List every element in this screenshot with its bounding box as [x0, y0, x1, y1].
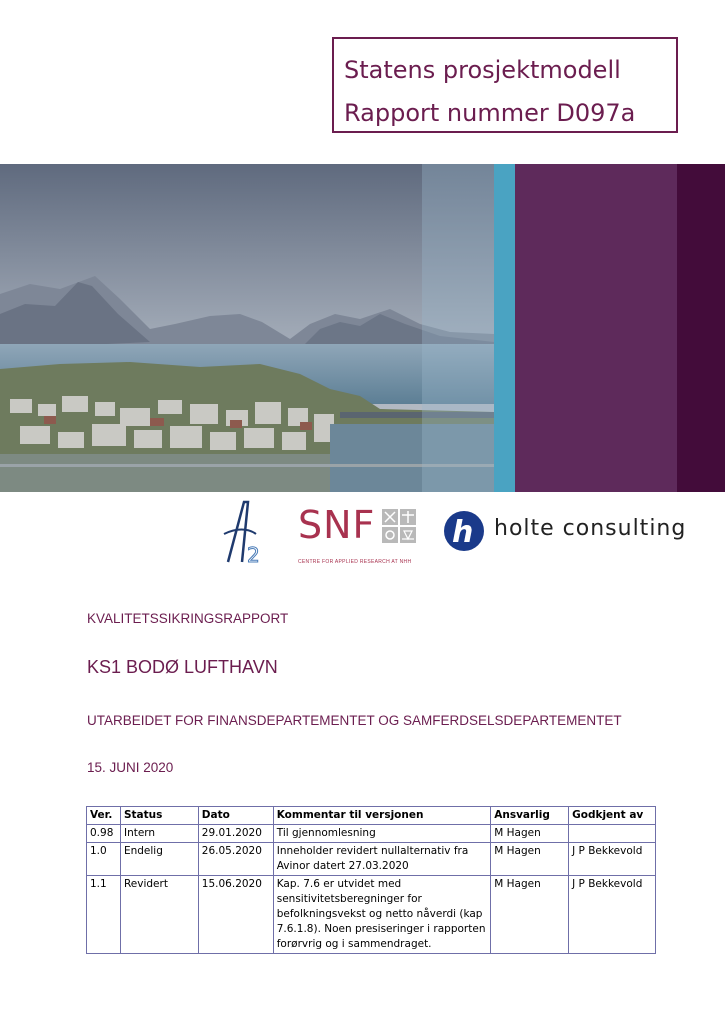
table-row [87, 825, 656, 843]
cell-approved-by [569, 825, 656, 843]
column-header-comment: Kommentar til versjonen [273, 807, 490, 825]
cover-banner [0, 164, 725, 492]
prepared-for: UTARBEIDET FOR FINANSDEPARTEMENTET OG SAMFERDSELSDEPARTEMENTET [87, 713, 622, 728]
report-type: KVALITETSSIKRINGSRAPPORT [87, 611, 289, 626]
coastal-town-with-mountains-photo [0, 164, 494, 492]
cell-responsible: M Hagen [491, 825, 569, 843]
table-row [87, 843, 656, 876]
column-header-responsible: Ansvarlig [491, 807, 569, 825]
report-number-box [332, 37, 678, 133]
column-header-date: Dato [198, 807, 273, 825]
cell-comment: Kap. 7.6 er utvidet med sensitivitetsberegninger for befolkningsvekst og netto nåverdi (kap 7.6.1.8). Noen presiseringer i rapporten forørvrig og i sammendraget. [273, 876, 490, 954]
cell-version: 1.1 [87, 876, 121, 954]
cell-responsible: M Hagen [491, 876, 569, 954]
series-title: Statens prosjektmodell [344, 56, 621, 84]
cell-date: 26.05.2020 [198, 843, 273, 876]
cell-status: Endelig [120, 843, 198, 876]
column-header-version: Ver. [87, 807, 121, 825]
column-header-approved-by: Godkjent av [569, 807, 656, 825]
cell-date: 29.01.2020 [198, 825, 273, 843]
a2-logo [222, 498, 268, 566]
cell-comment: Til gjennomlesning [273, 825, 490, 843]
cell-approved-by: J P Bekkevold [569, 843, 656, 876]
purple-color-strip [515, 164, 677, 492]
cell-version: 1.0 [87, 843, 121, 876]
dark-purple-color-strip [677, 164, 725, 492]
snf-wordmark: SNF [298, 503, 376, 547]
table-row [87, 876, 656, 954]
cell-version: 0.98 [87, 825, 121, 843]
cell-comment: Inneholder revidert nullalternativ fra Avinor datert 27.03.2020 [273, 843, 490, 876]
column-header-status: Status [120, 807, 198, 825]
snf-emblem-icon [382, 509, 416, 543]
holte-consulting-logo [444, 508, 714, 554]
cell-approved-by: J P Bekkevold [569, 876, 656, 954]
cell-date: 15.06.2020 [198, 876, 273, 954]
svg-text:2: 2 [247, 543, 260, 566]
version-history-table [86, 806, 656, 954]
teal-color-strip [494, 164, 515, 492]
holte-h-icon [444, 508, 490, 554]
snf-tagline: CENTRE FOR APPLIED RESEARCH AT NHH [298, 559, 412, 565]
svg-text:h: h [452, 515, 474, 550]
cell-status: Revidert [120, 876, 198, 954]
holte-wordmark: holte consulting [494, 516, 687, 541]
table-header-row [87, 807, 656, 825]
cell-status: Intern [120, 825, 198, 843]
snf-logo [298, 503, 422, 569]
report-title: KS1 BODØ LUFTHAVN [87, 657, 278, 677]
report-date: 15. JUNI 2020 [87, 760, 174, 775]
report-number: Rapport nummer D097a [344, 99, 636, 127]
cell-responsible: M Hagen [491, 843, 569, 876]
